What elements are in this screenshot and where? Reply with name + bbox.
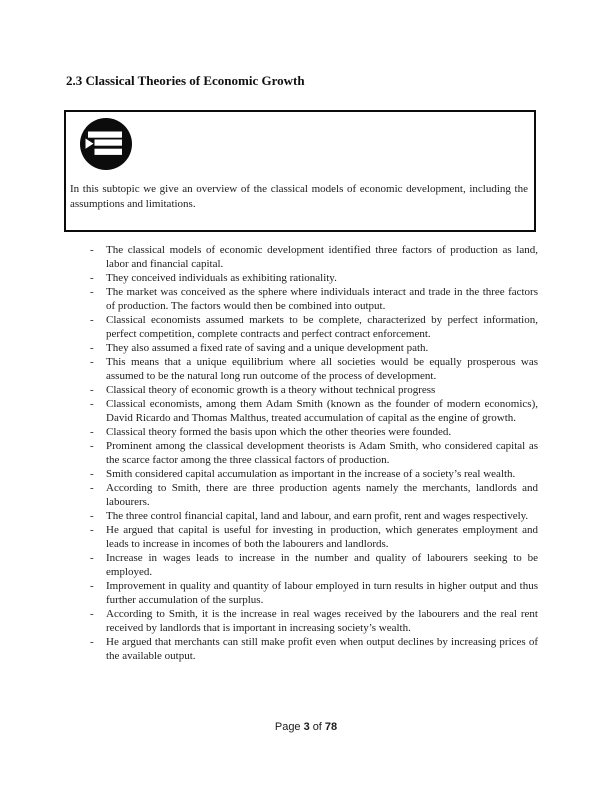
- list-item: [88, 383, 538, 397]
- section-heading: 2.3 Classical Theories of Economic Growth: [66, 73, 305, 88]
- bullet-marker: -: [90, 580, 94, 592]
- bullet-marker: -: [90, 482, 94, 494]
- bullet-text: He argued that capital is useful for investing in production, which generates employment and leads to increase in incomes of both the labourers and landlords.: [106, 524, 538, 550]
- bullet-marker: -: [90, 342, 94, 354]
- bullet-marker: -: [90, 510, 94, 522]
- list-item: [88, 551, 538, 579]
- bullet-text: They conceived individuals as exhibiting rationality.: [106, 272, 337, 284]
- bullet-text: Classical economists, among them Adam Smith (known as the founder of modern economics), David Ricardo and Thomas Malthus, treated accumulation of capital as the engine of growth.: [106, 398, 538, 424]
- list-item: [88, 523, 538, 551]
- bullet-text: According to Smith, there are three production agents namely the merchants, landlords and labourers.: [106, 482, 538, 508]
- footer-of-label: of: [312, 721, 322, 733]
- list-item: [88, 635, 538, 663]
- bullet-text: Improvement in quality and quantity of labour employed in turn results in higher output and thus further accumulation of the surplus.: [106, 580, 538, 606]
- bullet-text: The market was conceived as the sphere where individuals interact and trade in the three factors of production. The factors would then be combined into output.: [106, 286, 538, 312]
- list-item: [88, 607, 538, 635]
- bullet-marker: -: [90, 398, 94, 410]
- bullet-text: This means that a unique equilibrium where all societies would be equally prosperous was assumed to be the natural long run outcome of the process of development.: [106, 356, 538, 382]
- list-item: [88, 439, 538, 467]
- bullet-marker: -: [90, 426, 94, 438]
- bullet-marker: -: [90, 552, 94, 564]
- list-item: [88, 425, 538, 439]
- bullet-marker: -: [90, 636, 94, 648]
- footer-page-total: 78: [324, 721, 338, 733]
- bullet-text: The classical models of economic development identified three factors of production as land, labor and financial capital.: [106, 244, 538, 270]
- bullet-marker: -: [90, 244, 94, 256]
- bullet-marker: -: [90, 286, 94, 298]
- list-item: [88, 271, 538, 285]
- bullet-text: Prominent among the classical development theorists is Adam Smith, who considered capital as the scarce factor among the three classical factors of production.: [106, 440, 538, 466]
- bullet-text: According to Smith, it is the increase in real wages received by the labourers and the real rent received by landlords that is important in increasing society’s wealth.: [106, 608, 538, 634]
- list-item: [88, 397, 538, 425]
- bullet-marker: -: [90, 272, 94, 284]
- list-item: [88, 313, 538, 341]
- bullet-text: They also assumed a fixed rate of saving and a unique development path.: [106, 342, 429, 354]
- notes-list-icon: [80, 118, 132, 170]
- bullet-text: He argued that merchants can still make profit even when output declines by increasing prices of the available output.: [106, 636, 538, 662]
- overview-box: [64, 110, 536, 232]
- bullet-text: Smith considered capital accumulation as important in the increase of a society’s real wealth.: [106, 468, 516, 480]
- bullet-marker: -: [90, 524, 94, 536]
- list-item: [88, 481, 538, 509]
- bullet-marker: -: [90, 468, 94, 480]
- bullet-marker: -: [90, 314, 94, 326]
- footer-page-number: 3: [303, 721, 310, 733]
- bullet-text: The three control financial capital, land and labour, and earn profit, rent and wages respectively.: [106, 510, 529, 522]
- list-item: [88, 285, 538, 313]
- bullet-text: Classical economists assumed markets to be complete, characterized by perfect information, perfect competition, complete contracts and perfect contract enforcement.: [106, 314, 538, 340]
- overview-text: In this subtopic we give an overview of the classical models of economic development, including the assumptions and limitations.: [70, 183, 528, 210]
- bullet-marker: -: [90, 608, 94, 620]
- list-item: [88, 341, 538, 355]
- list-item: [88, 355, 538, 383]
- bullet-text: Classical theory formed the basis upon which the other theories were founded.: [106, 426, 452, 438]
- footer-page-label: Page: [274, 721, 301, 733]
- bullet-marker: -: [90, 440, 94, 452]
- bullet-marker: -: [90, 384, 94, 396]
- bullet-text: Classical theory of economic growth is a theory without technical progress: [106, 384, 436, 396]
- list-item: [88, 509, 538, 523]
- list-item: [88, 467, 538, 481]
- bullet-list: [88, 243, 538, 663]
- bullet-marker: -: [90, 356, 94, 368]
- bullet-text: Increase in wages leads to increase in the number and quality of labourers seeking to be employed.: [106, 552, 538, 578]
- list-item: [88, 579, 538, 607]
- page-footer: [0, 721, 612, 733]
- list-item: [88, 243, 538, 271]
